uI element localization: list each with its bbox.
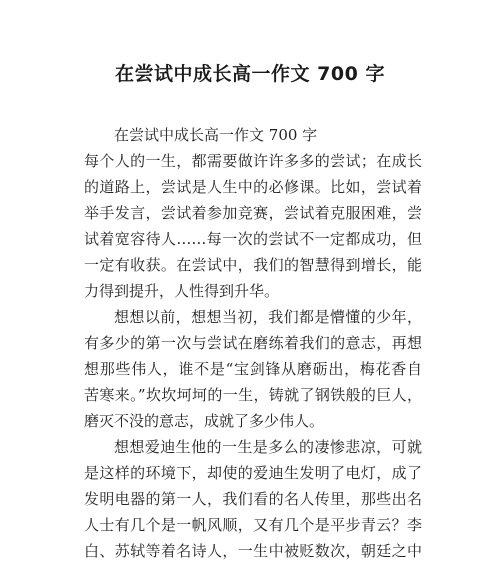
body-line: 试着宽容待人……每一次的尝试不一定都成功，但 [84,230,422,248]
body-line: 白、苏轼等着名诗人，一生中被贬数次，朝廷之中 [84,542,422,560]
body-line: 在尝试中成长高一作文 700 字 [114,126,318,144]
body-line: 发明电器的第一人，我们看的名人传里，那些出名 [84,490,422,508]
body-line: 苦寒来。”坎坎坷坷的一生，铸就了钢铁般的巨人， [84,386,422,404]
body-line: 是这样的环境下，却使的爱迪生发明了电灯，成了 [84,464,422,482]
document-body [84,122,422,564]
body-line: 磨灭不没的意志，成就了多少伟人。 [84,412,325,430]
body-line: 有多少的第一次与尝试在磨练着我们的意志，再想 [84,334,422,352]
body-line: 想想以前，想想当初，我们都是懵懂的少年， [114,308,422,326]
body-line: 举手发言，尝试着参加竞赛，尝试着克服困难，尝 [84,204,422,222]
body-line: 想那些伟人，谁不是“宝剑锋从磨砺出，梅花香自 [84,360,422,378]
body-line: 的道路上，尝试是人生中的必修课。比如，尝试着 [84,178,422,196]
body-line: 每个人的一生，都需要做许许多多的尝试；在成长 [84,152,422,170]
body-line: 力得到提升，人性得到升华。 [84,282,280,300]
body-line: 人士有几个是一帆风顺，又有几个是平步青云？李 [84,516,422,534]
body-line: 一定有收获。在尝试中，我们的智慧得到增长，能 [84,256,422,274]
document-title: 在尝试中成长高一作文 700 字 [115,63,385,85]
body-line: 想想爱迪生他的一生是多么的凄惨悲凉，可就 [114,438,422,456]
